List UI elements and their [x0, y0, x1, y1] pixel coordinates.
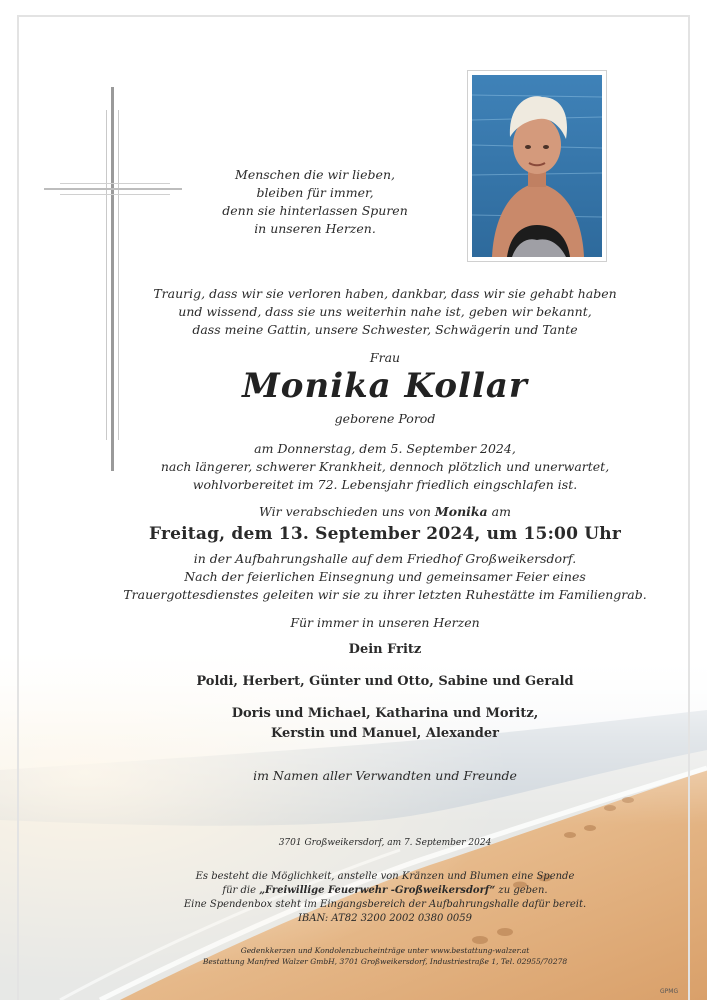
- death-notice: [40, 440, 707, 494]
- deceased-name: Monika Kollar: [242, 366, 528, 406]
- poem: [210, 166, 420, 238]
- donation-line: [40, 884, 707, 898]
- relatives-line: im Namen aller Verwandten und Freunde: [253, 768, 517, 783]
- donation-notice: [40, 870, 707, 926]
- family-siblings: Poldi, Herbert, Günter und Otto, Sabine und Gerald: [196, 674, 574, 689]
- farewell-post: am: [487, 504, 511, 519]
- place-line: Nach der feierlichen Einsegnung und gemeinsamer Feier eines: [184, 569, 586, 584]
- intro-line: Traurig, dass wir sie verloren haben, dankbar, dass wir sie gehabt haben: [153, 286, 617, 301]
- place-line: Trauergottesdienstes geleiten wir sie zu ihrer letzten Ruhestätte im Familiengrab.: [123, 587, 647, 602]
- donation-line: Eine Spendenbox steht im Eingangsbereich der Aufbahrungshalle dafür bereit.: [183, 899, 587, 910]
- footer-line: Bestattung Manfred Walzer GmbH, 3701 Großweikersdorf, Industriestraße 1, Tel. 02955/70278: [202, 957, 568, 966]
- print-mark: GPMG: [660, 988, 679, 995]
- intro-line: und wissend, dass sie uns weiterhin nahe ist, geben wir bekannt,: [178, 304, 592, 319]
- birth-name: geborene Porod: [334, 411, 436, 426]
- poem-line: denn sie hinterlassen Spuren: [222, 203, 408, 218]
- portrait-photo: [467, 70, 607, 262]
- poem-line: in unseren Herzen.: [254, 221, 376, 236]
- death-line: nach längerer, schwerer Krankheit, dennoch plötzlich und unerwartet,: [160, 459, 610, 474]
- farewell-pre: Wir verabschieden uns von: [259, 504, 435, 519]
- intro-line: dass meine Gattin, unsere Schwester, Schwägerin und Tante: [192, 322, 578, 337]
- donation-iban: IBAN: AT82 3200 2002 0380 0059: [297, 913, 473, 924]
- donation-post: zu geben.: [495, 885, 548, 896]
- place-line: in der Aufbahrungshalle auf dem Friedhof Großweikersdorf.: [193, 551, 577, 566]
- place-date: 3701 Großweikersdorf, am 7. September 2024: [278, 838, 492, 848]
- donation-line: Es besteht die Möglichkeit, anstelle von Kränzen und Blumen eine Spende: [195, 871, 575, 882]
- footer: [40, 945, 707, 967]
- family-others-line: Kerstin und Manuel, Alexander: [270, 726, 499, 741]
- footer-line: Gedenkkerzen und Kondolenzbucheinträge unter www.bestattung-walzer.at: [240, 946, 530, 955]
- farewell-line: [40, 504, 707, 519]
- death-line: wohlvorbereitet im 72. Lebensjahr friedlich eingschlafen ist.: [192, 477, 578, 492]
- farewell-name: Monika: [434, 504, 488, 519]
- announcement-intro: [40, 285, 707, 339]
- donation-org: „Freiwillige Feuerwehr -Großweikersdorf“: [259, 885, 496, 896]
- poem-line: Menschen die wir lieben,: [235, 167, 395, 182]
- death-line: am Donnerstag, dem 5. September 2024,: [254, 441, 516, 456]
- salutation: Frau: [369, 350, 401, 365]
- funeral-date: Freitag, dem 13. September 2024, um 15:00 Uhr: [149, 524, 621, 544]
- forever-line: Für immer in unseren Herzen: [290, 615, 480, 630]
- funeral-place: [40, 550, 707, 604]
- family-others-line: Doris und Michael, Katharina und Moritz,: [231, 706, 539, 721]
- donation-pre: für die: [222, 885, 260, 896]
- family-spouse: Dein Fritz: [348, 642, 422, 657]
- family-others: [40, 704, 707, 744]
- poem-line: bleiben für immer,: [256, 185, 374, 200]
